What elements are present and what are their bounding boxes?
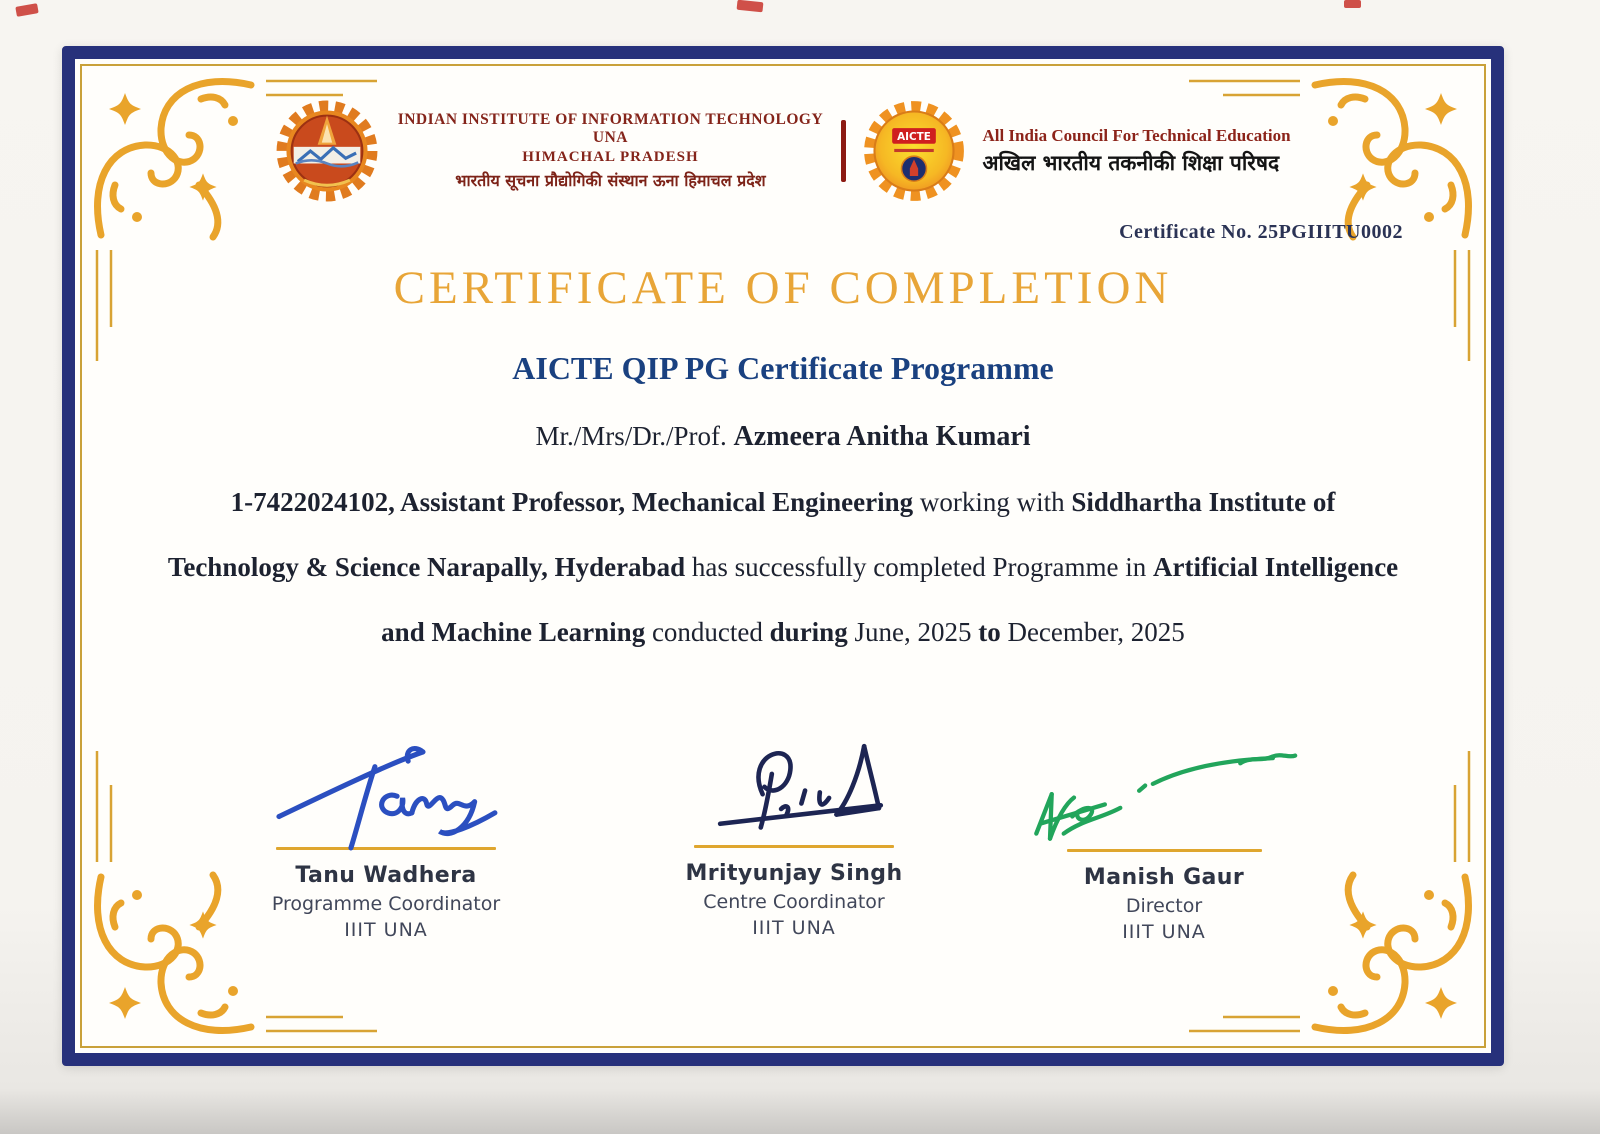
signature-ink bbox=[236, 751, 536, 847]
body-text: Siddhartha Institute of bbox=[1071, 487, 1336, 517]
body-text: 1-7422024102, Assistant Professor, Mechanical Engineering bbox=[230, 487, 914, 517]
signatory-org: IIIT UNA bbox=[752, 917, 836, 939]
body-text: Technology & Science Narapally, Hyderabad bbox=[167, 552, 686, 582]
body-line-3 bbox=[115, 617, 1451, 648]
signatory-org: IIIT UNA bbox=[1122, 921, 1206, 943]
certificate-number: Certificate No. 25PGIIITU0002 bbox=[1119, 221, 1403, 243]
body-text: working with bbox=[913, 487, 1072, 517]
recipient-name: Azmeera Anitha Kumari bbox=[733, 421, 1031, 452]
council-name-english: All India Council For Technical Education bbox=[982, 125, 1291, 145]
institute-name-line1: INDIAN INSTITUTE OF INFORMATION TECHNOLOGY UNA bbox=[397, 111, 824, 146]
body-text: conducted bbox=[645, 617, 770, 647]
recipient-line bbox=[115, 421, 1451, 453]
institute-name-hindi: भारतीय सूचना प्रौद्योगिकी संस्थान ऊना हिमाचल प्रदेश bbox=[455, 171, 766, 190]
signatory-name: Manish Gaur bbox=[1083, 865, 1245, 890]
signatory-org: IIIT UNA bbox=[344, 919, 428, 941]
scan-artifact-mark bbox=[1344, 0, 1361, 8]
body-text: Artificial Intelligence bbox=[1152, 552, 1399, 582]
institute-name-block bbox=[395, 111, 825, 191]
institute-name-line2: HIMACHAL PRADESH bbox=[522, 149, 699, 165]
body-line-2 bbox=[115, 552, 1451, 583]
aicte-logo-icon bbox=[862, 99, 966, 203]
signatory-role: Programme Coordinator bbox=[271, 893, 501, 915]
signatory-name: Tanu Wadhera bbox=[295, 863, 477, 888]
council-name-hindi: अखिल भारतीय तकनीकी शिक्षा परिषद bbox=[982, 150, 1280, 175]
signature-ink bbox=[644, 749, 944, 845]
certificate bbox=[62, 46, 1504, 1066]
body-line-1 bbox=[115, 487, 1451, 518]
signature-block-programme-coordinator bbox=[236, 751, 536, 941]
certificate-title: CERTIFICATE OF COMPLETION bbox=[393, 262, 1173, 314]
recipient-prefix: Mr./Mrs/Dr./Prof. bbox=[535, 421, 734, 451]
programme-title: AICTE QIP PG Certificate Programme bbox=[512, 350, 1054, 386]
signature-ink bbox=[1014, 753, 1314, 849]
body-text: December, 2025 bbox=[1000, 617, 1185, 647]
logo-divider bbox=[841, 120, 846, 182]
scan-artifact-mark bbox=[737, 0, 764, 12]
body-text: June, 2025 bbox=[847, 617, 979, 647]
iiit-una-logo-icon bbox=[275, 99, 379, 203]
signature-block-centre-coordinator bbox=[644, 749, 944, 939]
header bbox=[75, 99, 1491, 203]
council-name-block bbox=[982, 126, 1290, 177]
signatory-role: Director bbox=[1125, 895, 1203, 917]
body-text: and Machine Learning bbox=[381, 617, 646, 647]
signatory-name: Mrityunjay Singh bbox=[685, 861, 903, 886]
svg-text:AICTE: AICTE bbox=[897, 131, 932, 144]
body-text: to bbox=[978, 617, 1001, 647]
body-text: has successfully completed Programme in bbox=[685, 552, 1153, 582]
signature-block-director bbox=[1014, 753, 1314, 943]
scan-artifact-mark bbox=[15, 3, 38, 17]
body-text: during bbox=[769, 617, 848, 647]
signatory-role: Centre Coordinator bbox=[703, 891, 885, 913]
